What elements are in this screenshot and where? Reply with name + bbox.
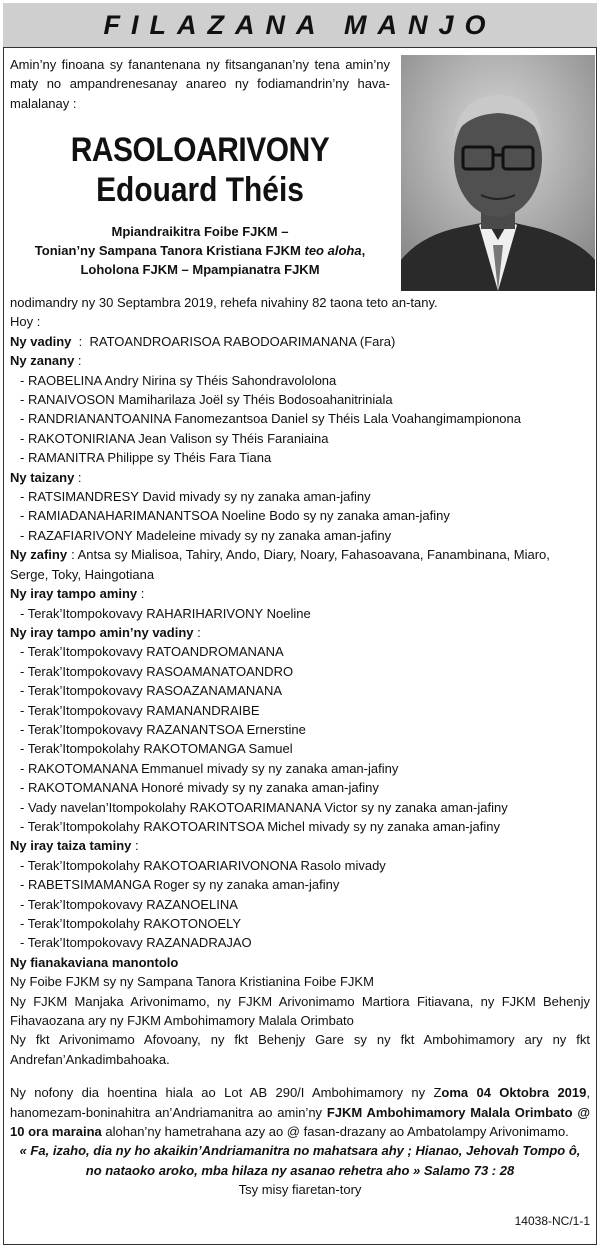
portrait-image	[401, 55, 595, 291]
vadiny-separator: :	[71, 333, 90, 349]
funeral-text-2: , hanomezam-boninahitra an’Andriamanitra ao amin’ny	[10, 1085, 590, 1120]
list-item: - RAKOTOMANANA Emmanuel mivady sy ny zanaka aman-jafiny	[20, 760, 399, 776]
role-line-3: Loholona FJKM – Mpampianatra FJKM	[80, 262, 320, 278]
list-item: - RAKOTOMANANA Honoré mivady sy ny zanaka aman-jafiny	[20, 780, 379, 796]
deceased-surname: RASOLOARIVONY	[70, 131, 330, 170]
iray-tampo-aminy-heading	[10, 584, 590, 603]
hoy-label: Hoy :	[10, 314, 41, 330]
notice-body	[10, 55, 590, 1231]
role-line-2	[10, 241, 390, 260]
role-line-2-comma: ,	[361, 243, 366, 259]
list-item: - Terak’Itompokolahy RAKOTOMANGA Samuel	[20, 741, 293, 757]
list-item: - Terak’Itompokovavy RAHARIHARIVONY Noeline	[20, 605, 311, 621]
list-item: - Terak’Itompokovavy RAZANANTSOA Ernerstine	[20, 721, 306, 737]
reference-code: 14038-NC/1-1	[514, 1213, 590, 1228]
fianakaviana-paragraph-2: Ny fkt Arivonimamo Afovoany, ny fkt Behenjy Gare sy ny fkt Ambohimamory ary ny fkt Andrefan’Ankadimbahoaka.	[10, 1032, 590, 1067]
role-line-2-text: Tonian’ny Sampana Tanora Kristiana FJKM	[34, 243, 305, 259]
list-item: - RATSIMANDRESY David mivady sy ny zanaka aman-jafiny	[20, 489, 371, 505]
iray-tampo-vadiny-colon: :	[193, 624, 201, 640]
vadiny-value: RATOANDROARISOA RABODOARIMANANA (Fara)	[89, 333, 396, 349]
bible-quote: « Fa, izaho, dia ny ho akaikin’Andriamanitra no mahatsara ahy ; Hianao, Jehovah Tompo ô, no nataoko aroko, mba hilaza ny asanao rehetra aho » Salamo 73 : 28	[19, 1143, 581, 1178]
iray-tampo-aminy-colon: :	[137, 586, 145, 602]
iray-taiza-colon: :	[131, 838, 139, 854]
taizany-colon: :	[74, 469, 82, 485]
iray-taiza-label: Ny iray taiza taminy	[10, 838, 132, 854]
list-item: - Terak’Itompokovavy RASOAZANAMANANA	[20, 683, 282, 699]
deceased-given-names: Edouard Théis	[96, 171, 304, 210]
fianakaviana-line-1: Ny Foibe FJKM sy ny Sampana Tanora Kristianina Foibe FJKM	[10, 974, 374, 990]
vadiny-line	[10, 332, 590, 351]
funeral-text-3: alohan’ny hametrahana azy ao @ fasan-drazany ao Ambatolampy Arivonimamo.	[101, 1124, 569, 1140]
role-line-1: Mpiandraikitra Foibe FJKM –	[111, 224, 289, 240]
notice-title: FILAZANA MANJO	[103, 9, 497, 40]
list-item: - Terak’Itompokolahy RAKOTOARINTSOA Michel mivady sy ny zanaka aman-jafiny	[20, 818, 500, 834]
deceased-portrait	[401, 55, 595, 291]
zafiny-line	[10, 545, 590, 564]
list-item: - Terak’Itompokovavy RASOAMANATOANDRO	[20, 663, 294, 679]
vadiny-label: Ny vadiny	[10, 333, 72, 349]
zanany-colon: :	[74, 353, 82, 369]
funeral-paragraph	[10, 1083, 590, 1141]
deceased-block	[10, 130, 390, 279]
list-item: - Terak’Itompokovavy RAZANOELINA	[20, 896, 238, 912]
list-item: - RAMANITRA Philippe sy Théis Fara Tiana	[20, 450, 272, 466]
deceased-roles	[10, 222, 390, 279]
top-section	[10, 55, 590, 293]
iray-tampo-aminy-label: Ny iray tampo aminy	[10, 586, 138, 602]
list-item: - Vady navelan’Itompokolahy RAKOTOARIMANANA Victor sy ny zanaka aman-jafiny	[20, 799, 508, 815]
funeral-date: oma 04 Oktobra 2019	[441, 1085, 587, 1101]
funeral-place: FJKM Ambohimamory Malala Orimbato @ 10 ora maraina	[10, 1104, 590, 1140]
iray-taiza-heading	[10, 836, 590, 855]
taizany-label: Ny taizany	[10, 469, 75, 485]
notice-header	[3, 3, 597, 48]
fianakaviana-heading: Ny fianakaviana manontolo	[10, 954, 179, 970]
zanany-heading	[10, 351, 590, 370]
list-item: - RABETSIMAMANGA Roger sy ny zanaka aman-jafiny	[20, 877, 340, 893]
list-item: - RAKOTONIRIANA Jean Valison sy Théis Faraniaina	[20, 430, 329, 446]
no-flowers-note: Tsy misy fiaretan-tory	[238, 1182, 362, 1198]
iray-tampo-vadiny-heading	[10, 623, 590, 642]
zafiny-value: : Antsa sy Mialisoa, Tahiry, Ando, Diary, Noary, Fahasoavana, Fanambinana, Miaro,	[71, 547, 550, 563]
role-line-2-italic: teo aloha	[304, 243, 362, 259]
zafiny-label: Ny zafiny	[10, 547, 68, 563]
list-item: - RAMIADANAHARIMANANTSOA Noeline Bodo sy ny zanaka aman-jafiny	[20, 508, 450, 524]
death-announcement: nodimandry ny 30 Septambra 2019, rehefa nivahiny 82 taona teto an-tany.	[10, 295, 438, 310]
zanany-label: Ny zanany	[10, 353, 75, 369]
list-item: - Terak’Itompokolahy RAKOTOARIARIVONONA Rasolo mivady	[20, 857, 386, 873]
list-item: - RANDRIANANTOANINA Fanomezantsoa Daniel sy Théis Lala Voahangimampionona	[20, 411, 521, 427]
list-item: - Terak’Itompokovavy RAZANADRAJAO	[20, 935, 252, 951]
list-item: - Terak’Itompokovavy RATOANDROMANANA	[20, 644, 284, 660]
iray-tampo-vadiny-label: Ny iray tampo amin’ny vadiny	[10, 624, 194, 640]
list-item: - RANAIVOSON Mamiharilaza Joël sy Théis Bodosoahanitriniala	[20, 392, 393, 408]
funeral-text-1: Ny nofony dia hoentina hiala ao Lot AB 290/I Ambohimamory ny Z	[10, 1085, 442, 1101]
taizany-heading	[10, 468, 590, 487]
fianakaviana-paragraph-1: Ny FJKM Manjaka Arivonimamo, ny FJKM Arivonimamo Martiora Fitiavana, ny FJKM Behenjy Fihavaozana ary ny FJKM Ambohimamory Malala Orimbato	[10, 993, 590, 1029]
list-item: - Terak’Itompokovavy RAMANANDRAIBE	[20, 702, 260, 718]
list-item: - RAOBELINA Andry Nirina sy Théis Sahondravololona	[20, 372, 337, 388]
intro-paragraph: Amin’ny finoana sy fanantenana ny fitsanganan’ny tena amin’ny maty no ampandrenesanay anareo ny fodiamandrin’ny hava-malalanay :	[10, 57, 390, 111]
list-item: - Terak’Itompokolahy RAKOTONOELY	[20, 916, 242, 931]
list-item: - RAZAFIARIVONY Madeleine mivady sy ny zanaka aman-jafiny	[20, 527, 392, 543]
spacer	[10, 1069, 590, 1083]
zafiny-continued: Serge, Toky, Haingotiana	[10, 566, 155, 582]
